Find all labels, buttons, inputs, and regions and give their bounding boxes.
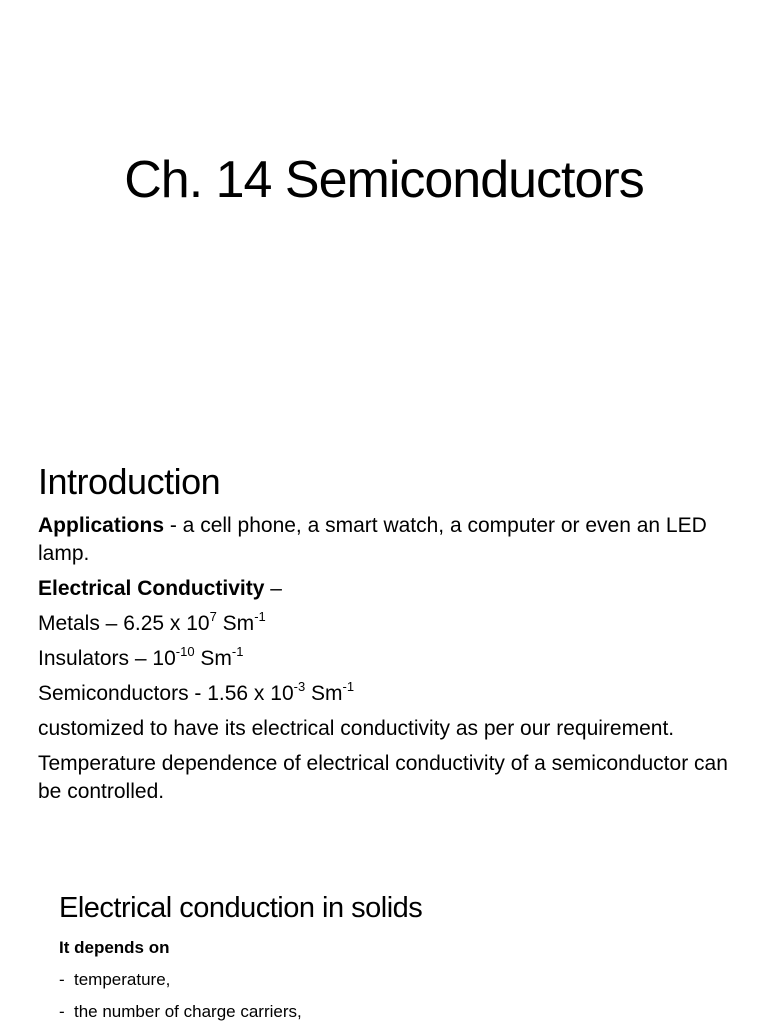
conductivity-label: Electrical Conductivity: [38, 577, 265, 600]
introduction-slide: [0, 430, 768, 860]
metals-exponent: 7: [209, 609, 217, 624]
metals-conductivity: [38, 610, 738, 638]
depends-on-label: It depends on: [59, 938, 170, 957]
applications-paragraph: [38, 512, 738, 568]
insulators-label: Insulators – 10: [38, 647, 176, 670]
customized-paragraph: customized to have its electrical conductivity as per our requirement.: [38, 717, 675, 740]
applications-text: - a cell phone, a smart watch, a computer or even an LED lamp.: [38, 514, 707, 565]
metals-label: Metals – 6.25 x 10: [38, 612, 210, 635]
insulators-unit-exponent: -1: [231, 644, 244, 659]
conduction-slide: [0, 860, 768, 1024]
semiconductors-label: Semiconductors - 1.56 x 10: [38, 682, 294, 705]
metals-unit-exponent: -1: [254, 609, 266, 624]
temperature-paragraph: Temperature dependence of electrical conductivity of a semiconductor can be controlled.: [38, 752, 728, 803]
introduction-body: [38, 512, 738, 813]
list-item: [59, 968, 719, 992]
factor-text: the number of charge carriers,: [74, 1002, 302, 1021]
insulators-unit: Sm: [194, 647, 232, 670]
semiconductors-exponent: -3: [293, 679, 306, 694]
conduction-heading: Electrical conduction in solids: [59, 892, 423, 924]
conductivity-paragraph: [38, 575, 738, 603]
insulators-exponent: -10: [175, 644, 195, 659]
semiconductors-unit: Sm: [305, 682, 343, 705]
introduction-heading: Introduction: [38, 461, 221, 502]
list-item: [59, 1000, 719, 1024]
dash-bullet: -: [59, 970, 65, 989]
applications-label: Applications: [38, 514, 165, 537]
conduction-body: [59, 936, 719, 1024]
conductivity-suffix: –: [264, 577, 282, 600]
factor-list: [59, 968, 719, 1024]
dash-bullet: -: [59, 1002, 65, 1021]
semiconductors-conductivity: [38, 680, 738, 708]
semiconductors-unit-exponent: -1: [342, 679, 355, 694]
slide-title: Ch. 14 Semiconductors: [124, 151, 644, 209]
factor-text: temperature,: [74, 970, 171, 989]
insulators-conductivity: [38, 645, 738, 673]
metals-unit: Sm: [216, 612, 255, 635]
title-slide: [0, 0, 768, 430]
